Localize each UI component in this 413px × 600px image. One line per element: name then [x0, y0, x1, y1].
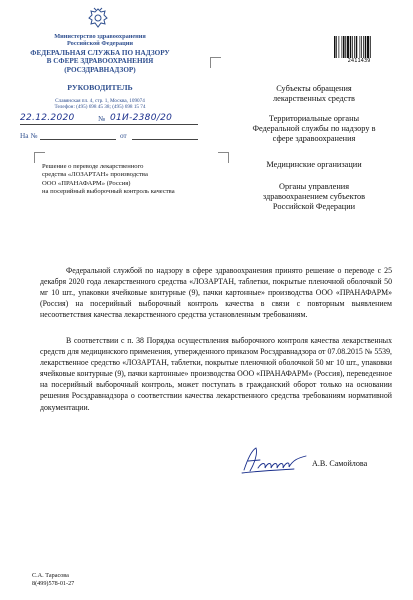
- barcode-bar: [336, 36, 337, 58]
- ministry-name: [0, 33, 200, 47]
- barcode-bar: [347, 36, 349, 58]
- barcode-number: 2411439: [347, 58, 371, 64]
- barcode-bar: [342, 36, 343, 58]
- corner-mark: [34, 152, 45, 163]
- registration-date: [20, 113, 76, 123]
- barcode-bar: [361, 36, 362, 58]
- barcode-bar: [356, 36, 358, 58]
- recipient-line: Федеральной службы по надзору в: [252, 124, 376, 134]
- recipient-line: Субъекты обращения: [276, 84, 352, 93]
- handwritten-number: 01И-2380/20: [110, 113, 173, 123]
- barcode-bar: [365, 36, 367, 58]
- barcode-bar: [354, 36, 355, 58]
- address-line: Телефон: (495) 698 45 38; (495) 698 15 74: [54, 104, 146, 111]
- subject-line: средства «ЛОЗАРТАН» производства: [42, 171, 148, 179]
- barcode-bar: [367, 36, 369, 58]
- ministry-line: Министерство здравоохранения: [54, 33, 146, 40]
- reference-number-label: На №: [20, 131, 38, 140]
- recipient-line: Органы управления: [278, 182, 350, 191]
- signature-icon: [238, 444, 312, 476]
- subject-line: ООО «ПРАНАФАРМ» (Россия): [42, 179, 131, 187]
- recipient-line: Медицинские организации: [266, 160, 362, 169]
- barcode-bar: [343, 36, 345, 58]
- signer-name: А.В. Самойлова: [312, 459, 368, 468]
- reference-date-label: от: [120, 131, 127, 140]
- letter-subject: [42, 163, 227, 197]
- recipient-line: Российской Федерации: [272, 202, 356, 212]
- agency-line: ФЕДЕРАЛЬНАЯ СЛУЖБА ПО НАДЗОРУ: [30, 49, 170, 57]
- subject-line: Решение о переводе лекарственного: [42, 163, 144, 170]
- body-paragraph: Федеральной службой по надзору в сфере здравоохранения принято решение о переводе с 25 декабря 2020 года лекарственного средства «ЛОЗАРТАН, таблетки, покрытые пленочной оболочкой 50 мг 10 шт., упаковки ячейковые контурные (9), пачки картонные» производства ООО «ПРАНАФАРМ» (Россия) на посерийный выборочный контроль качества в связи с повторным выявлением несоответствия качества лекарственного средства установленным требованиям.: [40, 266, 392, 320]
- ministry-line: Российской Федерации: [66, 40, 133, 48]
- number-marker: №: [98, 114, 106, 123]
- corner-mark: [210, 57, 221, 68]
- agency-line: В СФЕРЕ ЗДРАВООХРАНЕНИЯ: [46, 57, 154, 66]
- corner-mark: [218, 152, 229, 163]
- recipient-line: Территориальные органы: [268, 114, 360, 123]
- executor-info: [32, 572, 74, 587]
- recipient-block: [229, 84, 399, 104]
- handwritten-date: 22.12.2020: [20, 113, 75, 123]
- coat-of-arms-icon: [85, 5, 111, 31]
- leadership-title: РУКОВОДИТЕЛЬ: [67, 83, 133, 92]
- recipient-line: лекарственных средств: [273, 94, 355, 104]
- reference-number-line: [40, 139, 116, 140]
- address-line: Славянская пл. 4, стр. 1, Москва, 109074: [55, 98, 145, 104]
- agency-address: [0, 98, 200, 111]
- barcode-bar: [360, 36, 361, 58]
- barcode-bar: [345, 36, 346, 58]
- agency-name: [0, 49, 200, 74]
- subject-line: на посерийный выборочный контроль качества: [42, 188, 175, 196]
- barcode-bar: [363, 36, 364, 58]
- registration-number: [110, 113, 200, 123]
- recipient-block: [229, 114, 399, 145]
- barcode-bar: [370, 36, 371, 58]
- recipient-block: [229, 160, 399, 170]
- executor-phone: 8(499)578-01-27: [32, 579, 75, 587]
- agency-line: (РОСЗДРАВНАДЗОР): [64, 65, 136, 74]
- barcode-bar: [352, 36, 353, 58]
- registration-line: [20, 124, 198, 125]
- recipient-line: здравоохранением субъектов: [262, 192, 366, 202]
- recipient-block: [229, 182, 399, 213]
- body-paragraph: В соответствии с п. 38 Порядка осуществления выборочного контроля качества лекарственных средств для медицинского применения, утвержденного приказом Росздравнадзора от 07.08.2015 № 5539, лекарственное средство «ЛОЗАРТАН, таблетки, покрытые пленочной оболочкой 50 мг 10 шт., упаковки ячейковые контурные (9), пачки картонные» производства ООО «ПРАНАФАРМ» (Россия), переведенное на посерийный выборочный контроль, может поступать в гражданский оборот только на основании решения Росздравнадзора о соответствии качества лекарственного средства требованиям нормативной документации.: [40, 336, 392, 412]
- barcode-bar: [339, 36, 340, 58]
- recipient-line: сфере здравоохранения: [272, 134, 356, 144]
- reference-date-line: [132, 139, 198, 140]
- executor-name: С.А. Тарасова: [32, 572, 69, 579]
- barcode-icon: [334, 36, 384, 58]
- barcode-bar: [334, 36, 336, 58]
- barcode-bar: [350, 36, 352, 58]
